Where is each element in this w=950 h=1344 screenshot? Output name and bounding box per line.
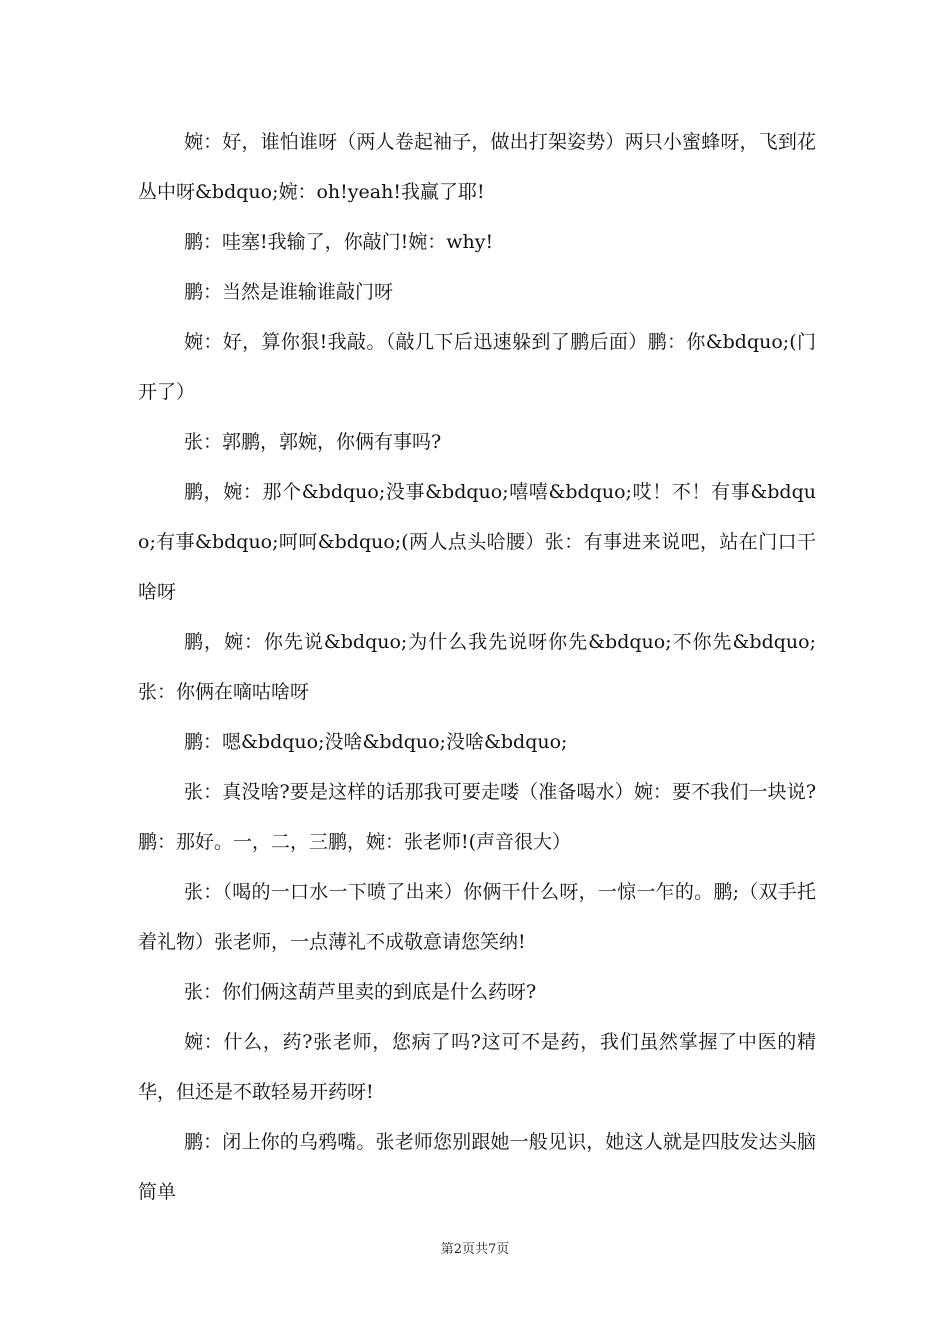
paragraph: 鹏，婉：你先说&bdquo;为什么我先说呀你先&bdquo;不你先&bdquo;张：你俩在嘀咕啥呀 <box>138 631 816 703</box>
paragraph: 婉：什么，药?张老师，您病了吗?这可不是药，我们虽然掌握了中医的精华，但还是不敢轻易开药呀! <box>138 1031 816 1103</box>
paragraph: 鹏：闭上你的乌鸦嘴。张老师您别跟她一般见识，她这人就是四肢发达头脑简单 <box>138 1131 816 1203</box>
paragraph: 张：郭鹏，郭婉，你俩有事吗? <box>184 431 442 453</box>
paragraph: 鹏：当然是谁输谁敲门呀 <box>184 281 394 303</box>
page-footer: 第2页共7页 <box>440 1242 510 1257</box>
document-body <box>138 117 816 1217</box>
paragraph: 张：（喝的一口水一下喷了出来）你俩干什么呀，一惊一乍的。鹏;（双手托着礼物）张老师，一点薄礼不成敬意请您笑纳! <box>138 881 816 953</box>
paragraph: 鹏，婉：那个&bdquo;没事&bdquo;嘻嘻&bdquo;哎！不！有事&bdquo;有事&bdquo;呵呵&bdquo;(两人点头哈腰）张：有事进来说吧，站在门口干啥呀 <box>138 481 816 603</box>
paragraph: 鹏：嗯&bdquo;没啥&bdquo;没啥&bdquo; <box>184 731 568 753</box>
paragraph: 婉：好，谁怕谁呀（两人卷起袖子，做出打架姿势）两只小蜜蜂呀，飞到花丛中呀&bdquo;婉：oh!yeah!我赢了耶! <box>138 131 816 203</box>
paragraph: 鹏：哇塞!我输了，你敲门!婉：why! <box>184 231 494 253</box>
paragraph: 张：真没啥?要是这样的话那我可要走喽（准备喝水）婉：要不我们一块说?鹏：那好。一，二，三鹏，婉：张老师!(声音很大） <box>138 781 816 853</box>
paragraph: 婉：好，算你狠!我敲。（敲几下后迅速躲到了鹏后面）鹏：你&bdquo;(门开了） <box>138 331 816 403</box>
paragraph: 张：你们俩这葫芦里卖的到底是什么药呀? <box>184 981 537 1003</box>
